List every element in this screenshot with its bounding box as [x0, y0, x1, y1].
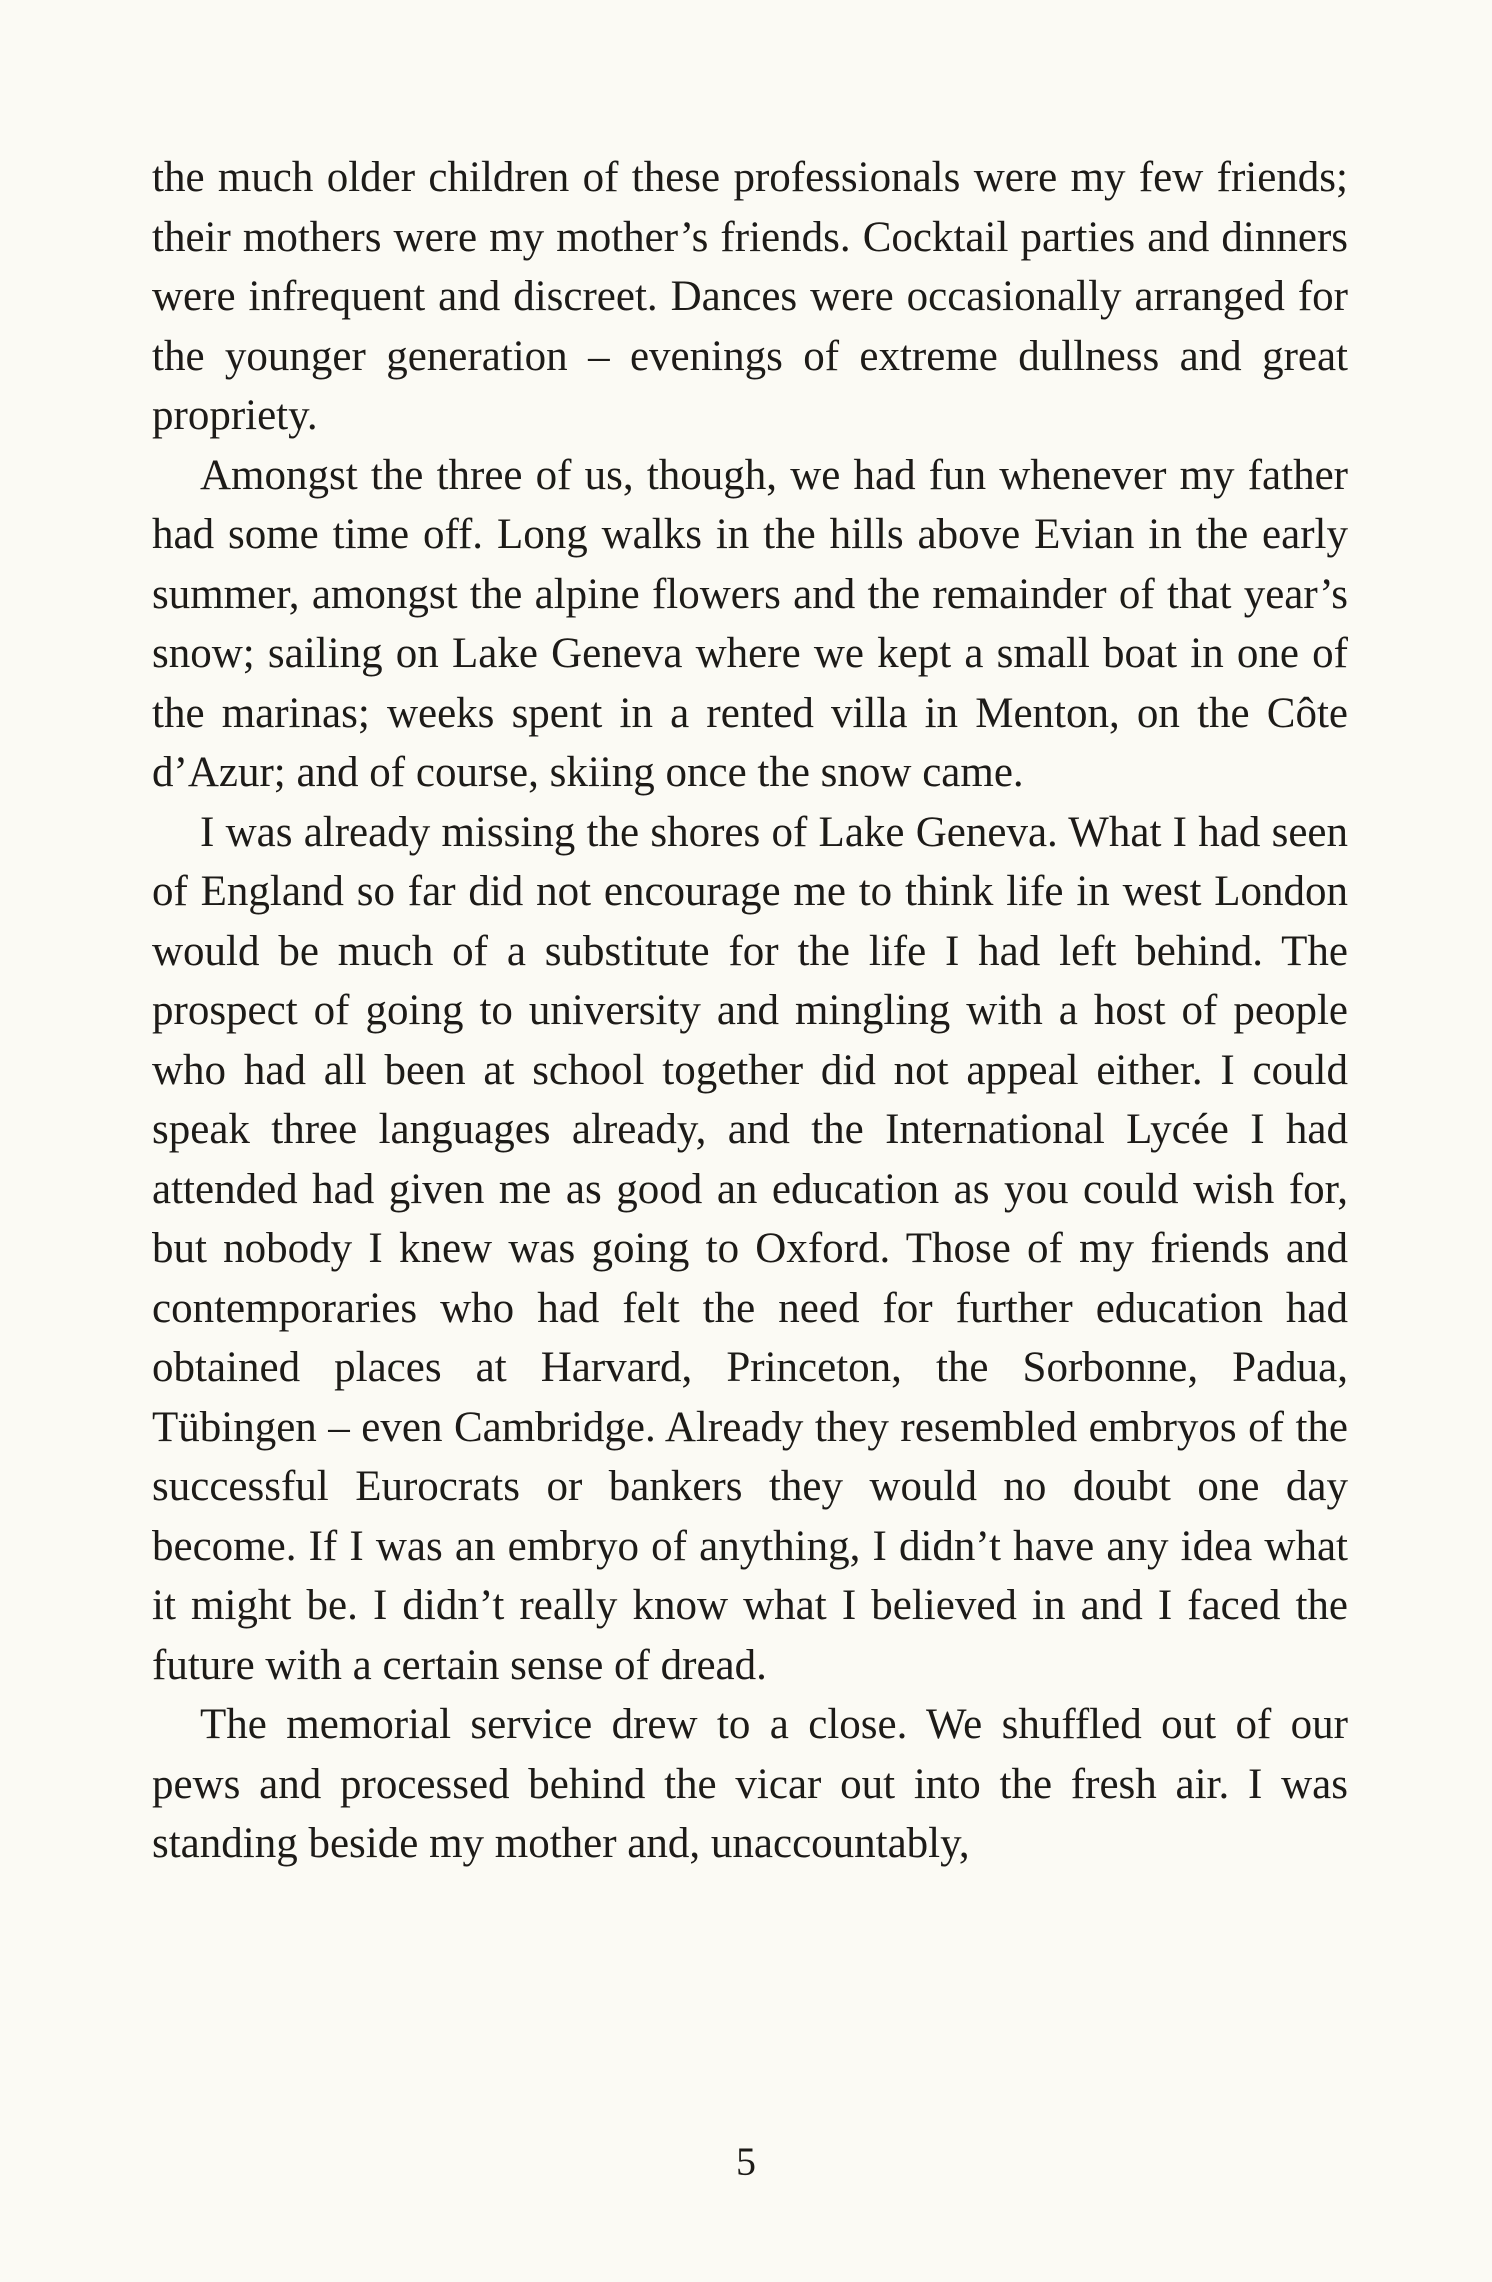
- paragraph: the much older children of these professionals were my few friends; their mothers were my mother’s friends. Cocktail parties and dinners were infrequent and discreet. Dances were occasionally arranged for the younger generation – evenings of extreme dullness and great propriety.: [152, 154, 1348, 439]
- paragraph: Amongst the three of us, though, we had fun whenever my father had some time off. Long walks in the hills above Evian in the early summer, amongst the alpine flowers and the remainder of that year’s snow; sailing on Lake Geneva where we kept a small boat in one of the marinas; weeks spent in a rented villa in Menton, on the Côte d’Azur; and of course, skiing once the snow came.: [152, 451, 1348, 796]
- paragraph: I was already missing the shores of Lake Geneva. What I had seen of England so far did not encourage me to think life in west London would be much of a substitute for the life I had left behind. The prospect of going to university and mingling with a host of people who had all been at school together did not appeal either. I could speak three languages already, and the International Lycée I had attended had given me as good an education as you could wish for, but nobody I knew was going to Oxford. Those of my friends and contemporaries who had felt the need for further education had obtained places at Harvard, Princeton, the Sorbonne, Padua, Tübingen – even Cambridge. Already they resembled embryos of the successful Eurocrats or bankers they would no doubt one day become. If I was an embryo of anything, I didn’t have any idea what it might be. I didn’t really know what I believed in and I faced the future with a certain sense of dread.: [152, 808, 1348, 1689]
- body-text: [152, 148, 1348, 1874]
- paragraph: The memorial service drew to a close. We shuffled out of our pews and processed behind the vicar out into the fresh air. I was standing beside my mother and, unaccountably,: [152, 1701, 1348, 1867]
- page-number: 5: [736, 2139, 756, 2184]
